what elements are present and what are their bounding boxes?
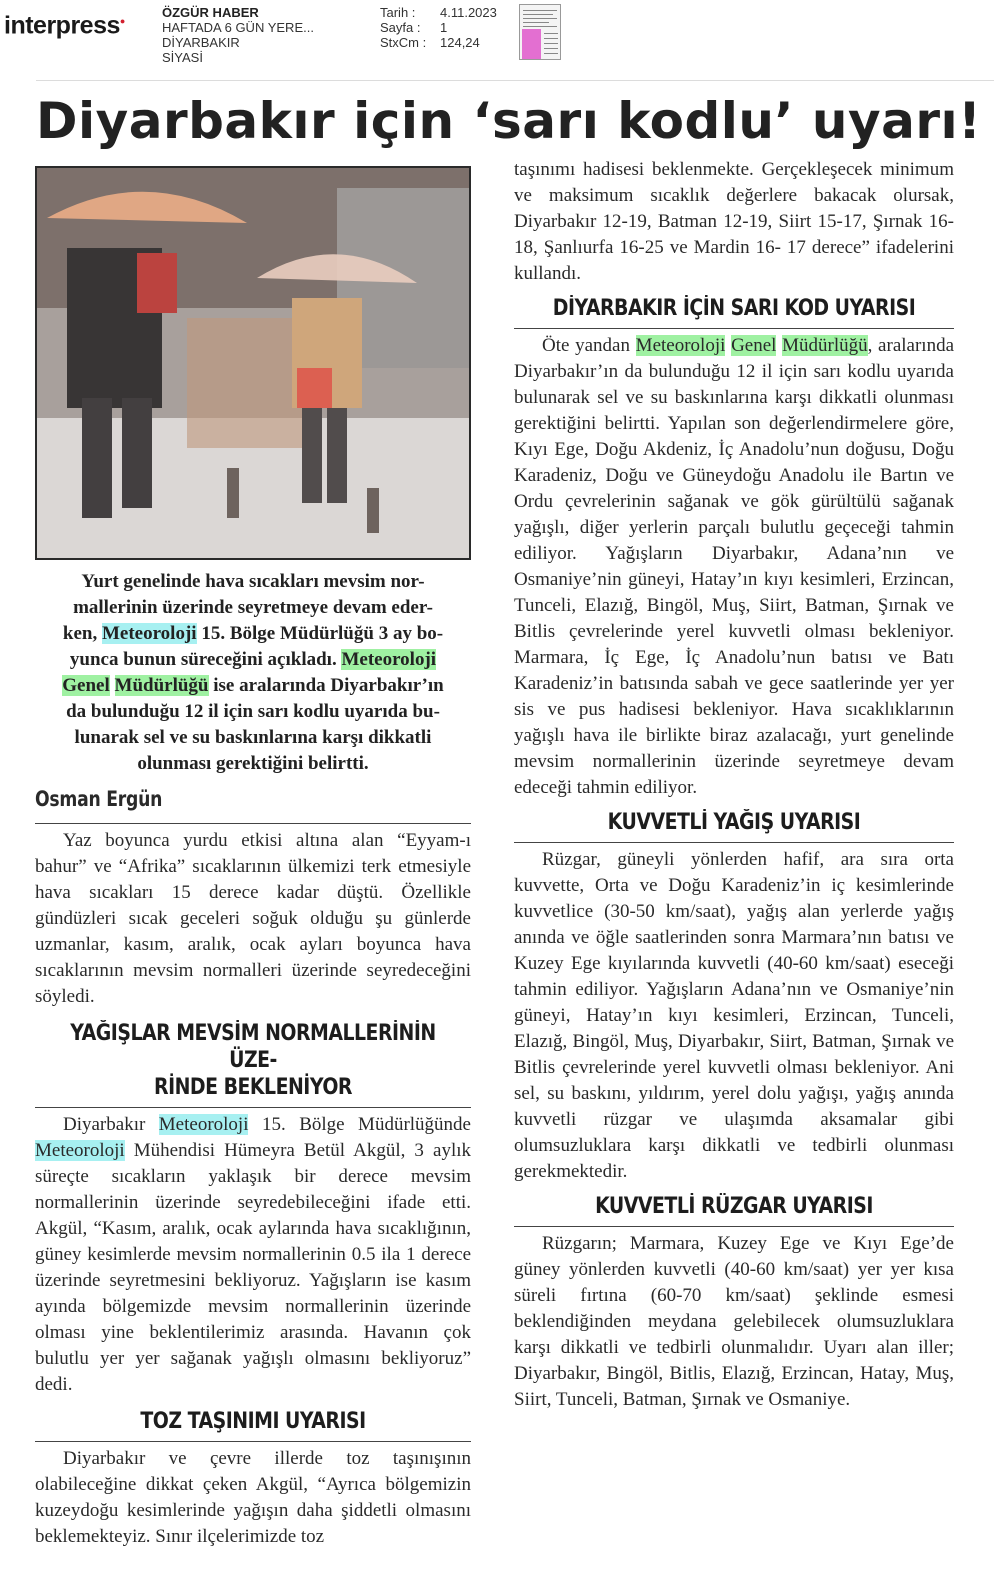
section-heading-sari-kod: DİYARBAKIR İÇİN SARI KOD UYARISI <box>552 296 916 321</box>
page-label: Sayfa : <box>380 20 421 35</box>
category: SİYASİ <box>162 50 203 65</box>
intro-paragraph: Yaz boyunca yurdu etkisi altına alan “Eyyam-ı bahur” ve “Afrika” sıcaklarının ülkemizi terk etmesiyle hava sıcakları 15 derece kadar düştü. Özellikle gündüzleri sıcak geceleri soğuk olduğu şu günlerde uzmanlar, kasım, aralık, ocak ayları boyunca hava sıcaklarının mevsim normalleri üzerinde seyredeceğini söyledi. <box>35 830 471 1007</box>
section4-paragraph: Rüzgar, güneyli yönlerden hafif, ara sıra orta kuvvette, Orta ve Doğu Karadeniz’in iç kesimlerinde kuvvetlice (30-50 km/saat), yağış alan yerlerde yağış anında ve öğle saatlerinden sonra Marmara’nın batısı ve Kuzey Ege kıyılarında kuvvetli (40-60 km/saat) eseceği tahmin ediliyor. Yağışların Adana’nın ve Osmaniye’nin güneyi, Hatay’ın kıyı kesimleri, Erzincan, Tunceli, Elazığ, Bingöl, Muş, Diyarbakır, Siirt, Batman, Şırnak ve Bitlis çevrelerinde yerel kuvvetli olması bekleniyor. Ani sel, su baskını, yıldırım, yerel dolu yağışı, yağış anında kuvvetli rüzgar ve ulaşımda aksamalar gibi olumsuzluklara karşı dikkatli ve tedbirli olunması gerekmektedir. <box>514 849 954 1182</box>
clipping-info <box>380 5 497 50</box>
continued-paragraph: taşınımı hadisesi beklenmekte. Gerçekleşecek minimum ve maksimum sıcaklık değerlere bakacak olursak, Diyarbakır 12-19, Batman 12-19, Siirt 15-17, Şırnak 16-18, Şanlıurfa 16-25 ve Mardin 16- 17 derece” ifadelerini kullandı. <box>514 159 954 284</box>
byline-divider <box>35 823 471 824</box>
right-column <box>514 157 954 1413</box>
clipping-meta <box>162 5 314 65</box>
section-divider <box>514 328 954 329</box>
byline: Osman Ergün <box>35 787 163 811</box>
date-label: Tarih : <box>380 5 416 20</box>
left-column <box>35 569 471 1550</box>
section-divider <box>35 1441 471 1442</box>
stxcm-value: 124,24 <box>440 35 480 50</box>
section-divider <box>514 1226 954 1227</box>
section-heading-ruzgar: KUVVETLİ RÜZGAR UYARISI <box>595 1194 873 1219</box>
stxcm-label: StxCm : <box>380 35 427 50</box>
city: DİYARBAKIR <box>162 35 240 50</box>
page-value: 1 <box>440 20 448 35</box>
section3-paragraph: Öte yandan Meteoroloji Genel Müdürlüğü, aralarında Diyarbakır’ın da bulunduğu 12 il için sarı kodlu uyarıda bulunarak sel ve su baskınlarına karşı dikkatli olunması gerektiğini belirtti. Yapılan son değerlendirmelere göre, Kıyı Ege, Doğu Akdeniz, İç Anadolu’nun doğusu, Doğu Karadeniz, Doğu ve Güneydoğu Anadolu ile Bartın ve Ordu çevrelerinin sağanak ve gök gürültülü sağanak yağışlı, diğer yerlerin parçalı bulutlu geçeceği tahmin ediliyor. Yağışların Diyarbakır, Adana’nın ve Osmaniye’nin güneyi, Hatay’ın kıyı kesimleri, Erzincan, Tunceli, Elazığ, Bingöl, Muş, Siirt, Batman, Şırnak ve Bitlis çevrelerinde yerel kuvvetli olması bekleniyor. Marmara, İç Ege, İç Anadolu’nun batısı ve Batı Karadeniz’in batısında sabah ve gece saatlerinde yer yer sis ve pus hadisesi bekleniyor. Hava sıcaklıklarının yağışlı hava ile birlikte biraz azalacağı, yurt genelinde mevsim normallerinin üzerinde seyretmeye devam edeceği tahmin ediliyor. <box>514 335 955 798</box>
rain-umbrella-photo <box>35 166 471 560</box>
lead-paragraph: Yurt genelinde hava sıcakları mevsim nor- mallerinin üzerinde seyretmeye devam eder- ken, Meteoroloji 15. Bölge Müdürlüğü 3 ay bo- yunca bunun süreceğini açıkladı. Meteoroloji Genel Müdürlüğü ise aralarında Diyarbakır’ın da bulunduğu 12 il için sarı kodlu uyarıda bu- lunarak sel ve su baskınlarına karşı dikkatli olunması gerektiğini belirtti. <box>62 571 444 774</box>
headline: Diyarbakır için ‘sarı kodlu’ uyarı! <box>36 92 982 150</box>
date-value: 4.11.2023 <box>440 5 497 20</box>
section-heading-yagislar: YAĞIŞLAR MEVSİM NORMALLERİNİN ÜZE- RİNDE BEKLENİYOR <box>70 1021 436 1100</box>
page-thumbnail[interactable] <box>519 4 561 60</box>
header-divider <box>36 80 994 81</box>
interpress-logo: interpress● <box>4 11 125 40</box>
section1-paragraph: Diyarbakır Meteoroloji 15. Bölge Müdürlüğünde Meteoroloji Mühendisi Hümeyra Betül Akgül, 3 aylık süreçte sıcakların yaklaşık bir derece mevsim normallerinin üzerinde seyredebileceğini ifade etti. Akgül, “Kasım, aralık, ocak aylarında hava sıcaklığının, güney kesimlerde mevsim normallerinin 0.5 ila 1 derece üzerinde seyretmesini bekliyoruz. Yağışların ise kasım ayında bölgemizde mevsim normallerinin üzerinde olması yine beklentilerimiz arasında. Havanın çok bulutlu yer yer sağanak yağışlı olmasını bekliyoruz” dedi. <box>35 1114 471 1395</box>
frequency: HAFTADA 6 GÜN YERE... <box>162 20 314 35</box>
section2-paragraph: Diyarbakır ve çevre illerde toz taşınışının olabileceğine dikkat çeken Akgül, “Ayrıca bölgemizin kuzeydoğu kesimlerinde yağışın daha şiddetli olmasını beklemekteyiz. Sınır ilçelerimizde toz <box>35 1448 471 1547</box>
newspaper-name: ÖZGÜR HABER <box>162 5 259 20</box>
section-divider <box>35 1107 471 1108</box>
clip-position-marker <box>522 29 541 59</box>
section-heading-yagis: KUVVETLİ YAĞIŞ UYARISI <box>607 810 861 835</box>
section5-paragraph: Rüzgarın; Marmara, Kuzey Ege ve Kıyı Ege’de güney yönlerden kuvvetli (40-60 km/saat) yer yer kısa süreli fırtına (60-70 km/saat) şeklinde esmesi beklendiğinden meydana gelebilecek olumsuzluklara karşı dikkatli ve tedbirli olunmalıdır. Uyarı alan iller; Diyarbakır, Bingöl, Bitlis, Elazığ, Erzincan, Hatay, Muş, Siirt, Tunceli, Batman, Şırnak ve Osmaniye. <box>514 1233 954 1410</box>
section-heading-toz: TOZ TAŞINIMI UYARISI <box>140 1409 366 1434</box>
section-divider <box>514 842 954 843</box>
